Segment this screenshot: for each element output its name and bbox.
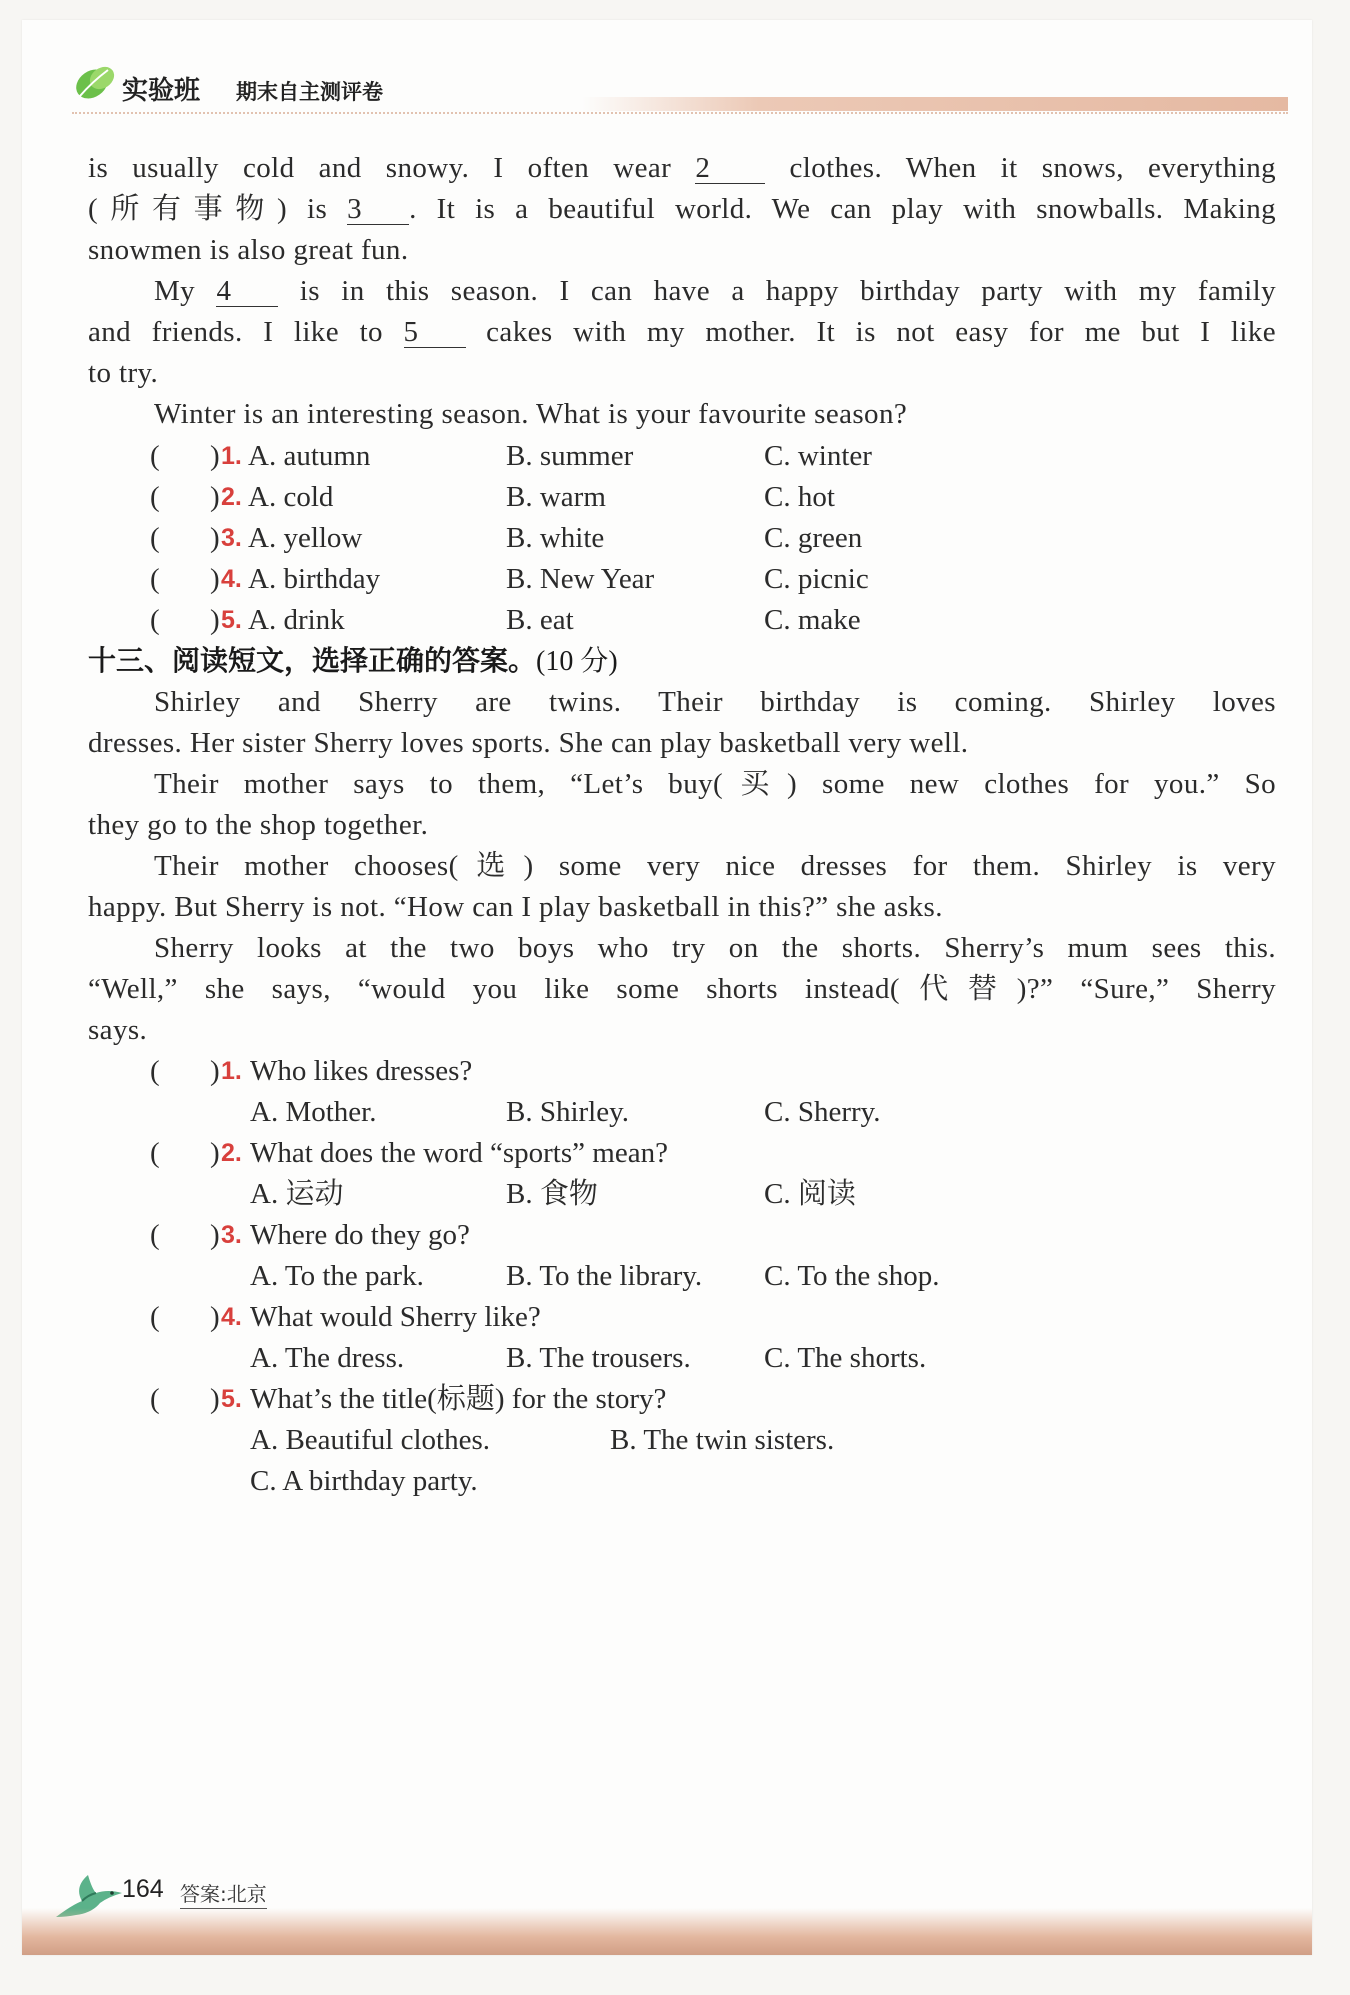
- question-number: 1.: [221, 442, 242, 470]
- option-c: C. winter: [764, 440, 872, 472]
- passage-line: “Well,” she says, “would you like some shorts instead(代替)?” “Sure,” Sherry: [88, 973, 1276, 1005]
- option-b: B. white: [506, 522, 605, 554]
- option-c: C. A birthday party.: [250, 1465, 478, 1497]
- workbook-page: [22, 20, 1312, 1955]
- question-number: 2.: [221, 483, 242, 511]
- option-a: A. To the park.: [250, 1260, 424, 1292]
- reading-options: [88, 1338, 1276, 1378]
- page-header: [22, 20, 1312, 120]
- reading-options: [88, 1256, 1276, 1296]
- question-text: Where do they go?: [250, 1219, 470, 1251]
- answer-paren-open: (: [150, 440, 160, 472]
- header-divider: [72, 112, 1288, 114]
- passage-line: [88, 271, 1276, 311]
- option-c: C. 阅读: [764, 1178, 856, 1210]
- answer-paren-open: (: [150, 604, 160, 636]
- answer-paren-close: ): [210, 604, 220, 636]
- text: (所有事物) is: [88, 193, 328, 225]
- passage-line: Winter is an interesting season. What is your favourite season?: [154, 398, 908, 430]
- section-points: (10 分): [536, 646, 618, 677]
- option-c: C. green: [764, 522, 863, 554]
- question-number: 3.: [221, 1221, 242, 1249]
- option-a: A. The dress.: [250, 1342, 405, 1374]
- option-a: A. Beautiful clothes.: [250, 1424, 491, 1456]
- option-c: C. hot: [764, 481, 835, 513]
- question-number: 4.: [221, 565, 242, 593]
- option-b: B. To the library.: [506, 1260, 703, 1292]
- passage-line: Their mother chooses(选) some very nice dresses for them. Shirley is very: [154, 850, 1276, 882]
- header-decor-band: [582, 97, 1288, 111]
- reading-options: [88, 1461, 1276, 1501]
- passage-line: [88, 189, 1276, 229]
- question-number: 2.: [221, 1139, 242, 1167]
- passage-line: happy. But Sherry is not. “How can I play basketball in this?” she asks.: [88, 891, 943, 923]
- option-a: A. yellow: [248, 522, 363, 554]
- answer-paren-close: ): [210, 1301, 220, 1333]
- question-number: 5.: [221, 606, 242, 634]
- text: clothes. When it snows, everything: [789, 152, 1276, 184]
- passage-line: Shirley and Sherry are twins. Their birthday is coming. Shirley loves: [154, 686, 1276, 718]
- option-b: B. Shirley.: [506, 1096, 629, 1128]
- answer-paren-open: (: [150, 481, 160, 513]
- cloze-question: [88, 477, 1276, 517]
- option-b: B. summer: [506, 440, 634, 472]
- option-c: C. picnic: [764, 563, 869, 595]
- question-text: Who likes dresses?: [250, 1055, 473, 1087]
- option-a: A. cold: [248, 481, 334, 513]
- book-title: 期末自主测评卷: [236, 80, 383, 104]
- answer-paren-open: (: [150, 563, 160, 595]
- answer-blank-3: 3: [347, 194, 409, 225]
- passage-line: Sherry looks at the two boys who try on the shorts. Sherry’s mum sees this.: [154, 932, 1276, 964]
- text: cakes with my mother. It is not easy for me but I like: [486, 316, 1277, 348]
- reading-question: [88, 1379, 1276, 1419]
- passage-line: to try.: [88, 357, 159, 389]
- option-a: A. autumn: [248, 440, 371, 472]
- option-a: A. birthday: [248, 563, 381, 595]
- question-text: What’s the title(标题) for the story?: [250, 1383, 667, 1415]
- reading-options: [88, 1420, 1276, 1460]
- passage-line: [88, 312, 1276, 352]
- answer-paren-open: (: [150, 1219, 160, 1251]
- answer-paren-close: ): [210, 1383, 220, 1415]
- question-text: What does the word “sports” mean?: [250, 1137, 668, 1169]
- reading-options: [88, 1174, 1276, 1214]
- cloze-question: [88, 600, 1276, 640]
- question-number: 5.: [221, 1385, 242, 1413]
- option-c: C. The shorts.: [764, 1342, 927, 1374]
- answer-paren-close: ): [210, 563, 220, 595]
- answer-paren-close: ): [210, 481, 220, 513]
- option-a: A. drink: [248, 604, 345, 636]
- passage-line: Their mother says to them, “Let’s buy(买) some new clothes for you.” So: [154, 768, 1276, 800]
- brand-name: 实验班: [122, 76, 201, 106]
- page-number: 164: [122, 1875, 164, 1903]
- text: is usually cold and snowy. I often wear: [88, 152, 672, 184]
- text: and friends. I like to: [88, 316, 383, 348]
- cloze-question: [88, 559, 1276, 599]
- option-a: A. Mother.: [250, 1096, 377, 1128]
- option-b: B. New Year: [506, 563, 655, 595]
- answer-paren-open: (: [150, 1383, 160, 1415]
- reading-question: [88, 1133, 1276, 1173]
- answer-paren-close: ): [210, 1137, 220, 1169]
- question-number: 1.: [221, 1057, 242, 1085]
- text: . It is a beautiful world. We can play with snowballs. Making: [409, 193, 1276, 225]
- cloze-question: [88, 518, 1276, 558]
- reading-question: [88, 1051, 1276, 1091]
- option-b: B. warm: [506, 481, 606, 513]
- option-a: A. 运动: [250, 1178, 344, 1210]
- reading-question: [88, 1297, 1276, 1337]
- text: is in this season. I can have a happy birthday party with my family: [299, 275, 1276, 307]
- answer-blank-5: 5: [404, 317, 466, 348]
- passage-line: [88, 148, 1276, 188]
- leaf-logo-icon: [74, 62, 118, 102]
- passage-line: they go to the shop together.: [88, 809, 429, 841]
- option-c: C. To the shop.: [764, 1260, 940, 1292]
- answer-blank-2: 2: [695, 153, 765, 184]
- option-c: C. Sherry.: [764, 1096, 881, 1128]
- answer-paren-open: (: [150, 1301, 160, 1333]
- option-c: C. make: [764, 604, 861, 636]
- question-number: 4.: [221, 1303, 242, 1331]
- option-b: B. The trousers.: [506, 1342, 691, 1374]
- answer-paren-close: ): [210, 440, 220, 472]
- option-b: B. 食物: [506, 1178, 598, 1210]
- reading-question: [88, 1215, 1276, 1255]
- question-text: What would Sherry like?: [250, 1301, 541, 1333]
- passage-line: dresses. Her sister Sherry loves sports. She can play basketball very well.: [88, 727, 969, 759]
- cloze-question: [88, 436, 1276, 476]
- text: My: [154, 275, 196, 307]
- section-title: 十三、阅读短文，选择正确的答案。: [88, 644, 537, 677]
- answer-paren-open: (: [150, 1055, 160, 1087]
- footer-decor-band: [22, 1908, 1312, 1955]
- answer-paren-close: ): [210, 522, 220, 554]
- passage-line: says.: [88, 1014, 148, 1046]
- reading-options: [88, 1092, 1276, 1132]
- question-number: 3.: [221, 524, 242, 552]
- answer-paren-open: (: [150, 522, 160, 554]
- passage-line: snowmen is also great fun.: [88, 234, 409, 266]
- answer-blank-4: 4: [216, 276, 278, 307]
- footer-region: 答案:北京: [180, 1878, 267, 1909]
- section-heading: [88, 641, 618, 682]
- answer-paren-close: ): [210, 1055, 220, 1087]
- answer-paren-open: (: [150, 1137, 160, 1169]
- option-b: B. eat: [506, 604, 574, 636]
- option-b: B. The twin sisters.: [610, 1424, 835, 1456]
- answer-paren-close: ): [210, 1219, 220, 1251]
